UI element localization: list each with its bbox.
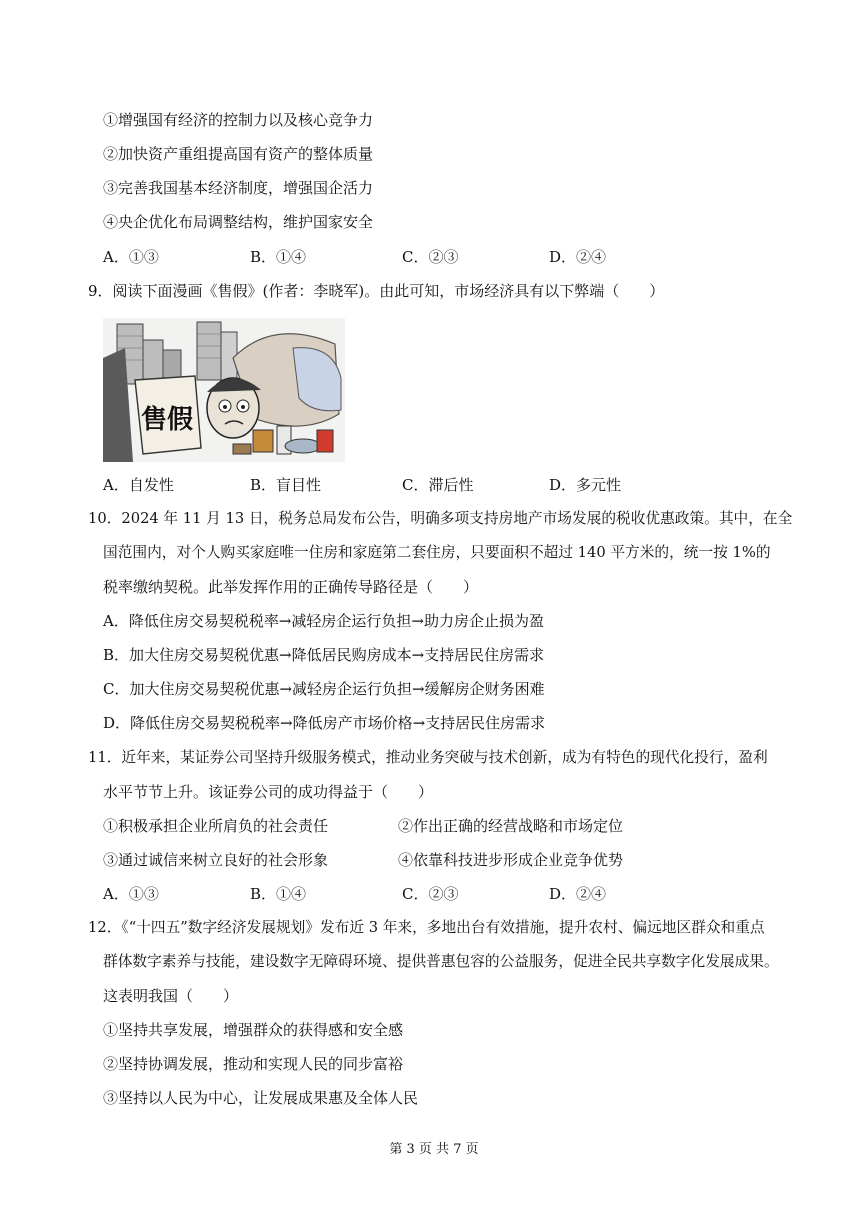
q9-option-d: D．多元性 bbox=[549, 476, 622, 494]
cartoon-caption: 售假 bbox=[141, 405, 194, 435]
q8-option-a: A．①③ bbox=[103, 248, 159, 266]
q9-stem: 9．阅读下面漫画《售假》(作者：李晓军)。由此可知，市场经济具有以下弊端（ ） bbox=[88, 282, 665, 300]
q9-option-c: C．滞后性 bbox=[402, 476, 474, 494]
q11-option-b: B．①④ bbox=[250, 885, 307, 903]
cartoon-image bbox=[103, 318, 345, 462]
q11-item-3: ③通过诚信来树立良好的社会形象 bbox=[103, 851, 329, 869]
q12-stem-line-1: 12．《“十四五”数字经济发展规划》发布近 3 年来，多地出台有效措施，提升农村、偏远地区群众和重点 bbox=[88, 919, 765, 936]
q11-option-c: C．②③ bbox=[402, 885, 459, 903]
q12-stem-line-3: 这表明我国（ ） bbox=[103, 987, 239, 1005]
q8-option-b: B．①④ bbox=[250, 248, 307, 266]
q9-option-a: A．自发性 bbox=[103, 476, 174, 494]
q10-option-d: D．降低住房交易契税税率→降低房产市场价格→支持居民住房需求 bbox=[103, 714, 546, 732]
q10-stem-line-1: 10．2024 年 11 月 13 日，税务总局发布公告，明确多项支持房地产市场发展的税收优惠政策。其中，在全 bbox=[88, 510, 793, 527]
q12-item-2: ②坚持协调发展，推动和实现人民的同步富裕 bbox=[103, 1055, 404, 1073]
q11-option-d: D．②④ bbox=[549, 885, 607, 903]
page-number: 第 3 页 共 7 页 bbox=[389, 1142, 479, 1157]
q8-item-2: ②加快资产重组提高国有资产的整体质量 bbox=[103, 145, 374, 163]
q8-item-4: ④央企优化布局调整结构，维护国家安全 bbox=[103, 213, 374, 231]
q10-stem-line-2: 国范围内，对个人购买家庭唯一住房和家庭第二套住房，只要面积不超过 140 平方米的，统一按 1%的 bbox=[103, 544, 771, 561]
q10-option-a: A．降低住房交易契税税率→减轻房企运行负担→助力房企止损为盈 bbox=[103, 612, 544, 630]
q11-option-a: A．①③ bbox=[103, 885, 159, 903]
q12-item-3: ③坚持以人民为中心，让发展成果惠及全体人民 bbox=[103, 1089, 419, 1107]
q10-option-b: B．加大住房交易契税优惠→降低居民购房成本→支持居民住房需求 bbox=[103, 646, 545, 664]
q9-option-b: B．盲目性 bbox=[250, 476, 322, 494]
q10-option-c: C．加大住房交易契税优惠→减轻房企运行负担→缓解房企财务困难 bbox=[103, 680, 545, 698]
q12-stem-line-2: 群体数字素养与技能，建设数字无障碍环境、提供普惠包容的公益服务，促进全民共享数字化发展成果。 bbox=[103, 953, 779, 970]
q8-option-c: C．②③ bbox=[402, 248, 459, 266]
q10-stem-line-3: 税率缴纳契税。此举发挥作用的正确传导路径是（ ） bbox=[103, 578, 479, 596]
q11-stem-line-1: 11．近年来，某证券公司坚持升级服务模式，推动业务突破与技术创新，成为有特色的现代化投行，盈利 bbox=[88, 749, 768, 766]
q11-item-1: ①积极承担企业所肩负的社会责任 bbox=[103, 817, 329, 835]
q12-item-1: ①坚持共享发展，增强群众的获得感和安全感 bbox=[103, 1021, 404, 1039]
q11-item-4: ④依靠科技进步形成企业竞争优势 bbox=[398, 851, 624, 869]
q8-item-3: ③完善我国基本经济制度，增强国企活力 bbox=[103, 179, 374, 197]
q11-stem-line-2: 水平节节上升。该证券公司的成功得益于（ ） bbox=[103, 783, 434, 801]
q11-item-2: ②作出正确的经营战略和市场定位 bbox=[398, 817, 624, 835]
q8-item-1: ①增强国有经济的控制力以及核心竞争力 bbox=[103, 111, 374, 129]
q8-option-d: D．②④ bbox=[549, 248, 607, 266]
